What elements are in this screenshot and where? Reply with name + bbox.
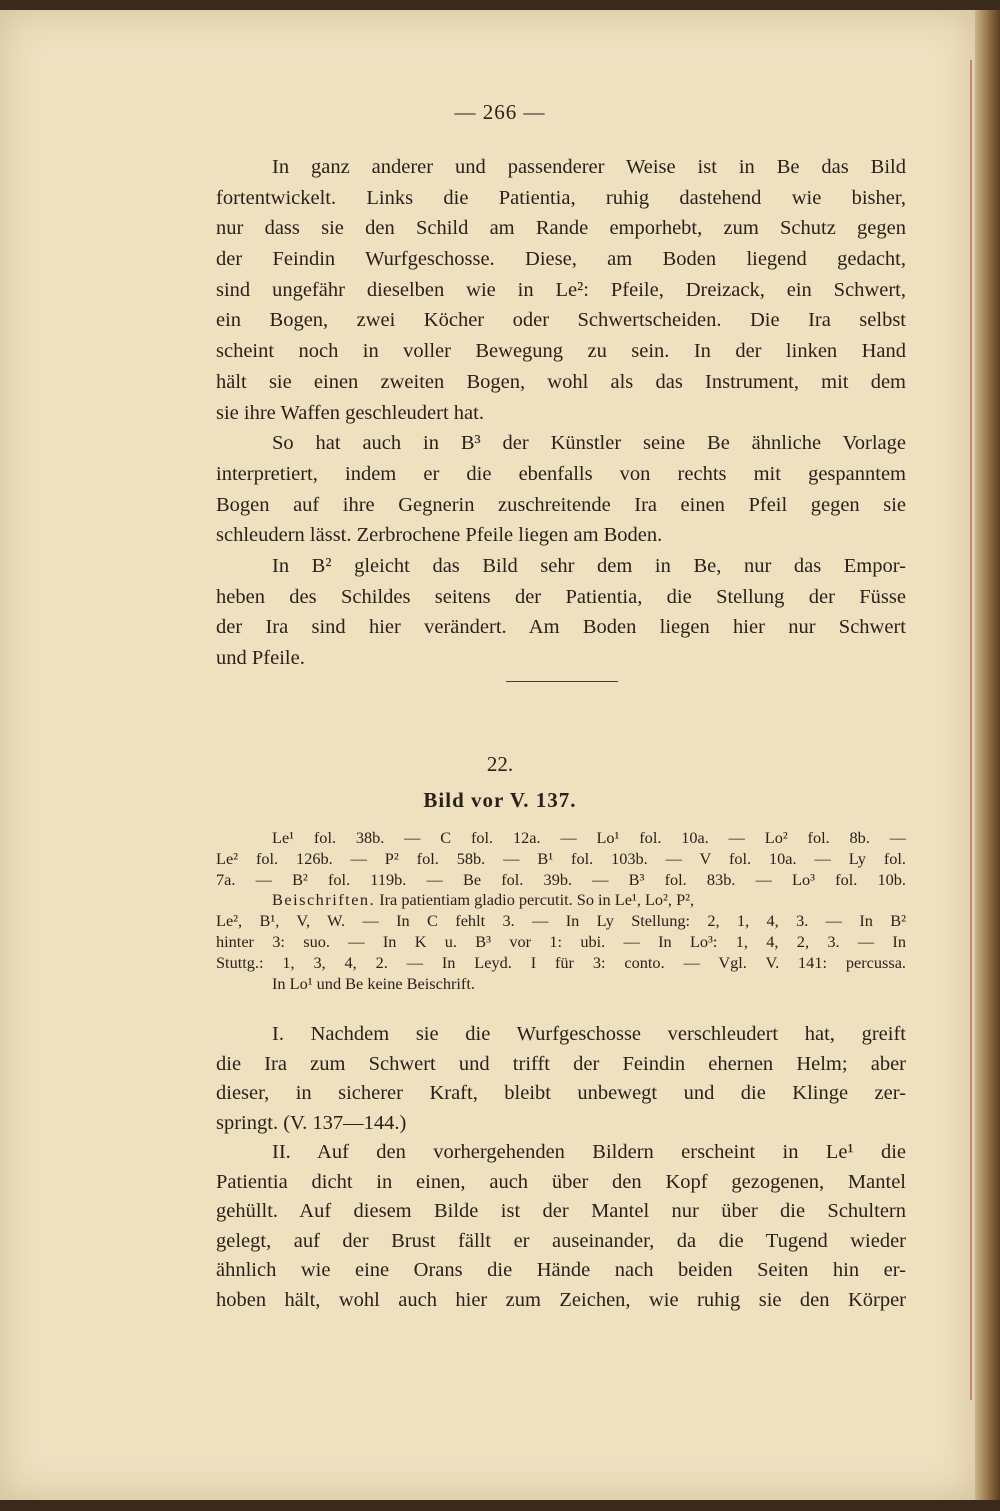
section-number: 22. (486, 752, 514, 776)
body-text-bottom (216, 1020, 906, 1315)
margin-line (970, 60, 972, 1400)
body-text-top (216, 152, 906, 674)
reference-line: Le², B¹, V, W. — In C fehlt 3. — In Ly Stellung: 2, 1, 4, 3. — In B² (216, 911, 906, 931)
reference-line: Le² fol. 126b. — P² fol. 58b. — B¹ fol. 103b. — V fol. 10a. — Ly fol. (216, 848, 906, 868)
text-line: I. Nachdem sie die Wurfgeschosse verschleudert hat, greift (272, 1023, 906, 1045)
reference-line: Le¹ fol. 38b. — C fol. 12a. — Lo¹ fol. 10a. — Lo² fol. 8b. — (272, 828, 906, 847)
text-line: Patientia dicht in einen, auch über den Kopf gezogenen, Mantel (216, 1170, 906, 1193)
text-line: fortentwickelt. Links die Patientia, ruhig dastehend wie bisher, (216, 186, 906, 209)
text-line: So hat auch in B³ der Künstler seine Be ähnliche Vorlage (272, 432, 906, 455)
text-line: scheint noch in voller Bewegung zu sein. In der linken Hand (216, 340, 906, 363)
text-line: gelegt, auf der Brust fällt er auseinander, da die Tugend wieder (216, 1229, 906, 1252)
text-line: der Feindin Wurfgeschosse. Diese, am Boden liegend gedacht, (216, 248, 906, 271)
reference-line: Stuttg.: 1, 3, 4, 2. — In Leyd. I für 3: conto. — Vgl. V. 141: percussa. (216, 952, 906, 972)
text-line: interpretiert, indem er die ebenfalls von rechts mit gespanntem (216, 462, 906, 485)
reference-line: 7a. — B² fol. 119b. — Be fol. 39b. — B³ fol. 83b. — Lo³ fol. 10b. (216, 869, 906, 889)
text-line: die Ira zum Schwert und trifft der Feindin ehernen Helm; aber (216, 1052, 906, 1075)
text-line: ähnlich wie eine Orans die Hände nach beiden Seiten hin er- (216, 1259, 906, 1281)
text-line: gehüllt. Auf diesem Bilde ist der Mantel nur über die Schultern (216, 1200, 906, 1222)
section-title: Bild vor V. 137. (423, 788, 577, 812)
beischriften-line (216, 890, 906, 911)
reference-line: hinter 3: suo. — In K u. B³ vor 1: ubi. — In Lo³: 1, 4, 2, 3. — In (216, 931, 906, 951)
beischriften-label: Beischriften. (272, 890, 376, 910)
text-line: springt. (V. 137—144.) (216, 1111, 407, 1134)
text-line: II. Auf den vorhergehenden Bildern erscheint in Le¹ die (272, 1141, 906, 1163)
text-line: sie ihre Waffen geschleudert hat. (216, 401, 484, 424)
text-line: Bogen auf ihre Gegnerin zuschreitende Ira einen Pfeil gegen sie (216, 493, 906, 516)
text-line: sind ungefähr dieselben wie in Le²: Pfeile, Dreizack, ein Schwert, (216, 278, 906, 301)
text-line: schleudern lässt. Zerbrochene Pfeile liegen am Boden. (216, 524, 663, 547)
text-line: nur dass sie den Schild am Rande emporhebt, zum Schutz gegen (216, 217, 906, 240)
beischriften-text: Ira patientiam gladio percutit. So in Le¹, Lo², P², (375, 890, 695, 910)
text-line: der Ira sind hier verändert. Am Boden liegen hier nur Schwert (216, 616, 906, 639)
text-line: ein Bogen, zwei Köcher oder Schwertscheiden. Die Ira selbst (216, 309, 906, 332)
page-number: — 266 — (454, 100, 546, 124)
text-line: hält sie einen zweiten Bogen, wohl als das Instrument, mit dem (216, 370, 906, 393)
section-divider (506, 681, 618, 682)
text-line: hoben hält, wohl auch hier zum Zeichen, wie ruhig sie den Körper (216, 1288, 906, 1311)
text-line: In B² gleicht das Bild sehr dem in Be, nur das Empor- (272, 554, 906, 577)
text-line: heben des Schildes seitens der Patientia, die Stellung der Füsse (216, 585, 906, 608)
manuscript-references (216, 828, 906, 994)
text-line: und Pfeile. (216, 647, 305, 669)
text-line: In ganz anderer und passenderer Weise ist in Be das Bild (272, 156, 906, 178)
reference-line: In Lo¹ und Be keine Beischrift. (272, 973, 475, 993)
text-line: dieser, in sicherer Kraft, bleibt unbewegt und die Klinge zer- (216, 1082, 906, 1104)
